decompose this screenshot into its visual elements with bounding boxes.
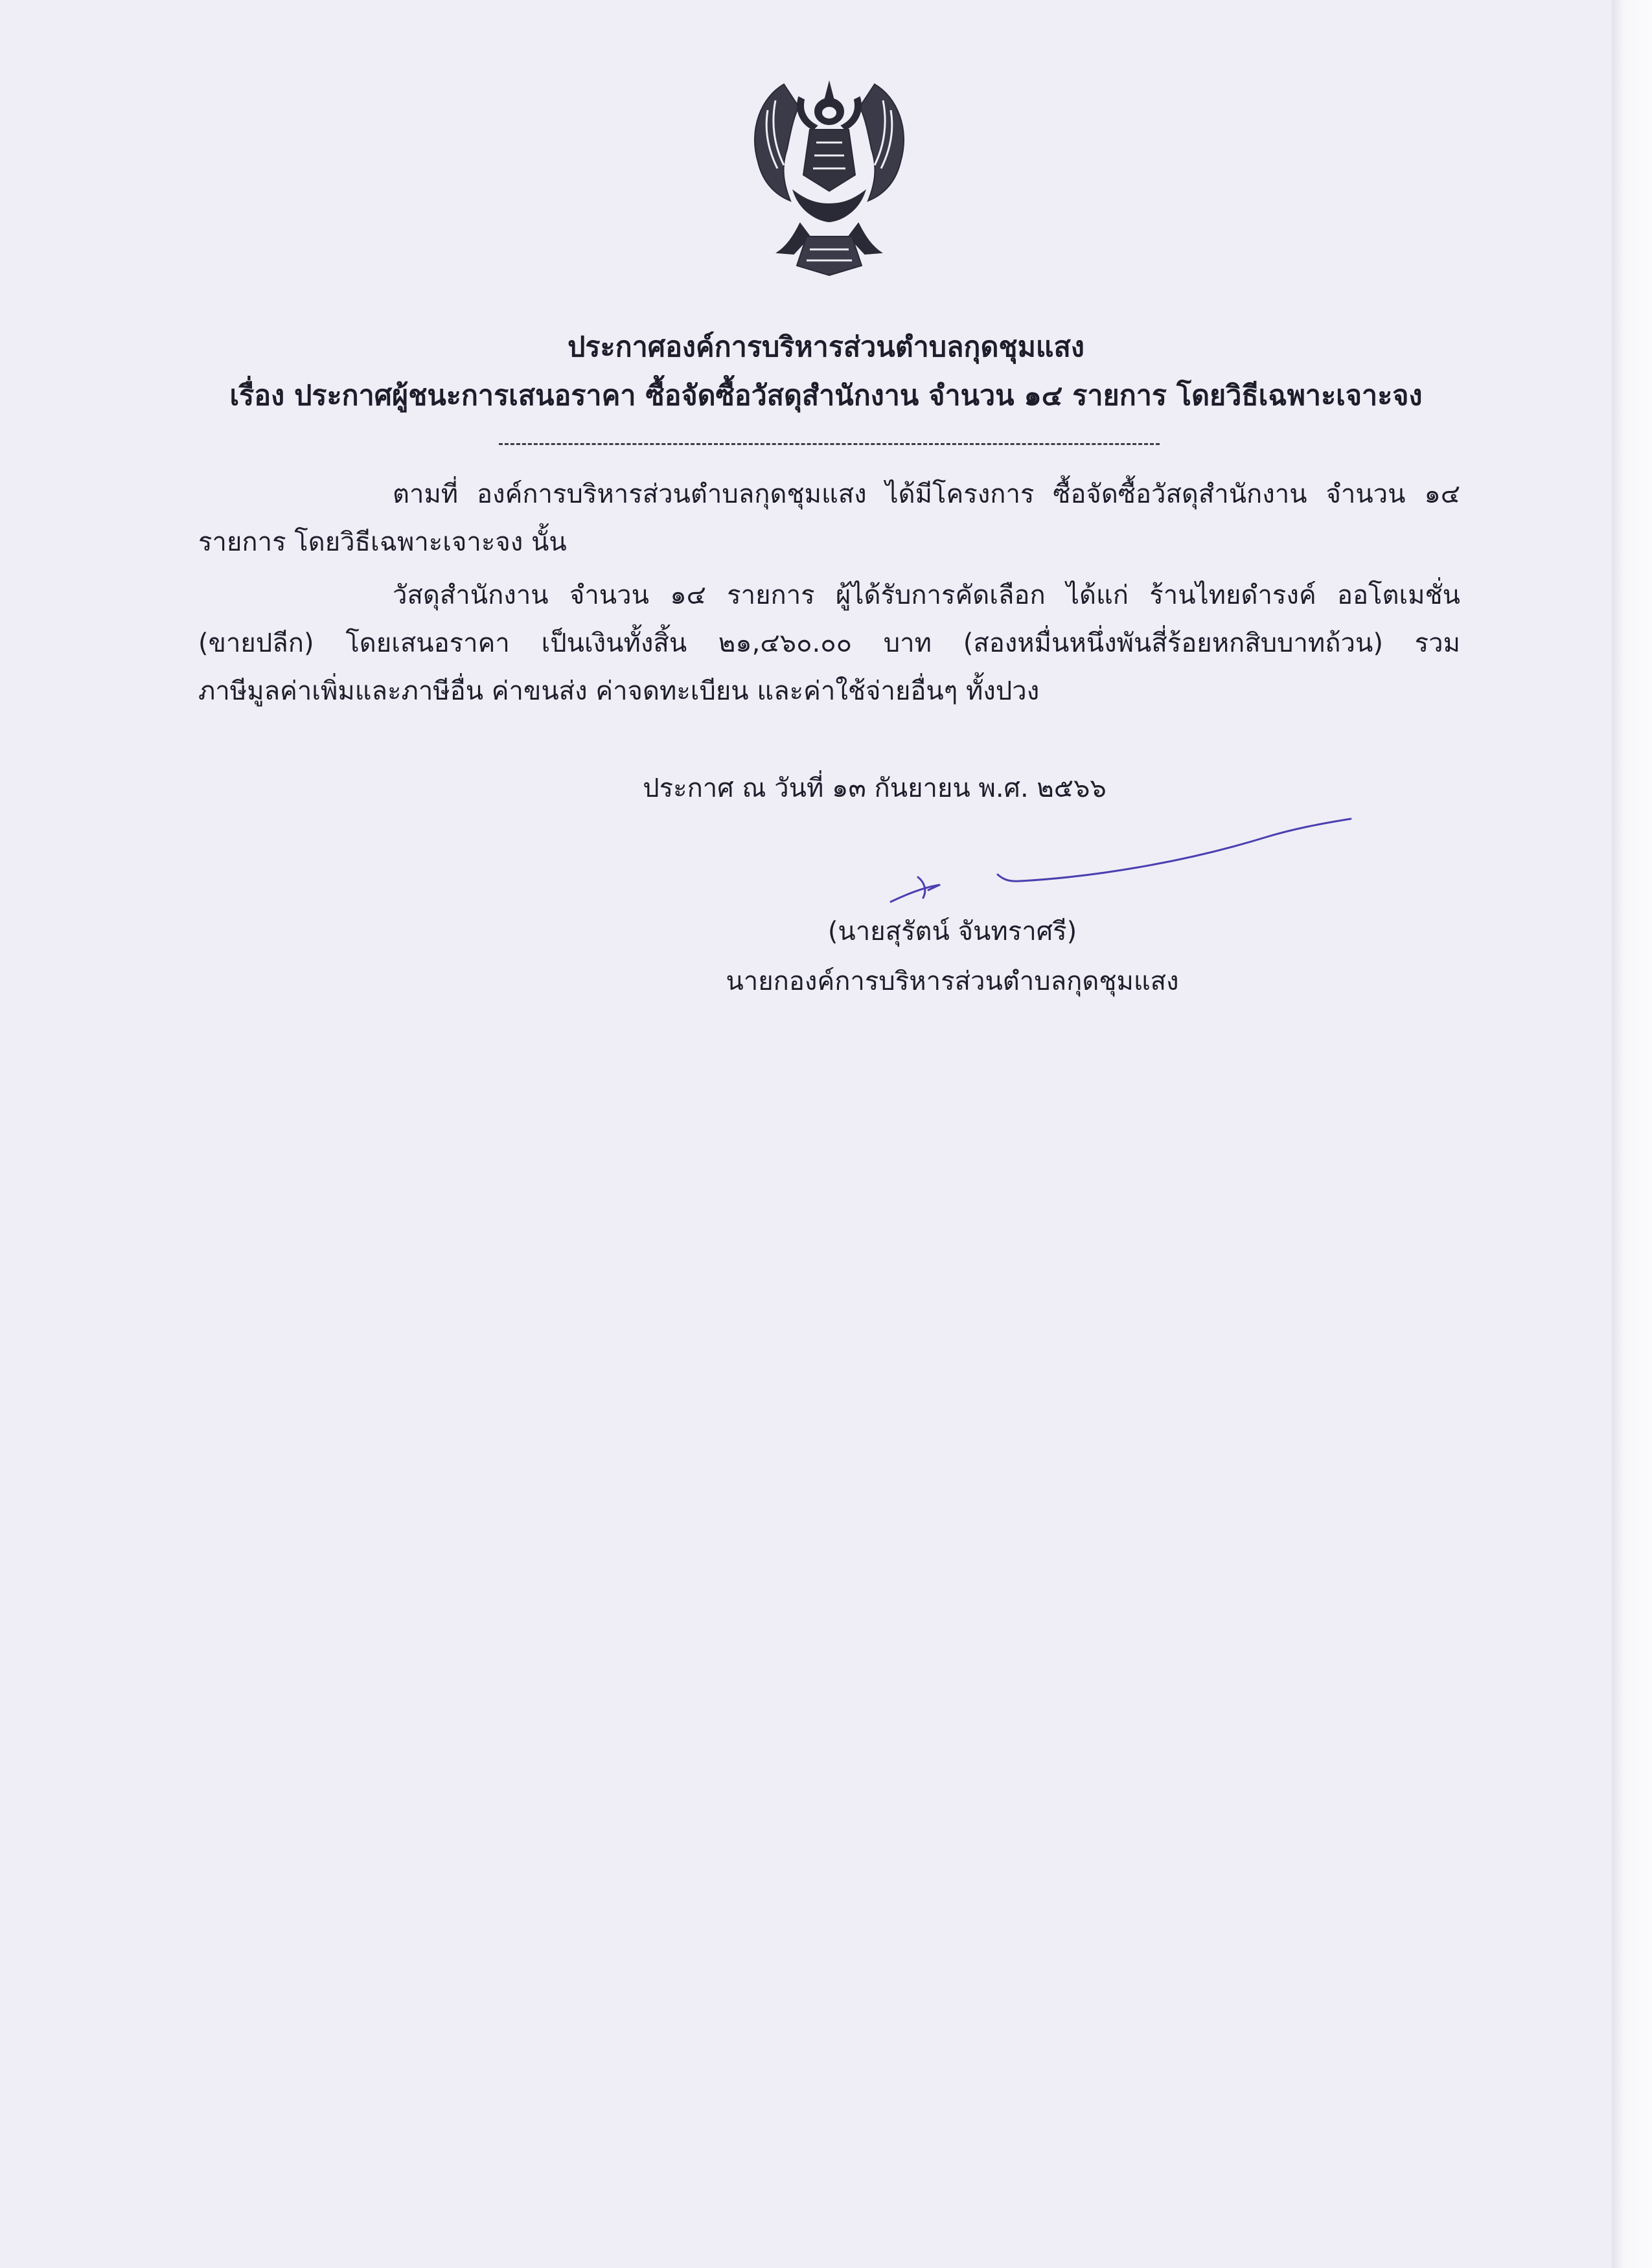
paragraph-line: ภาษีมูลค่าเพิ่มและภาษีอื่น ค่าขนส่ง ค่าจดทะเบียน และค่าใช้จ่ายอื่นๆ ทั้งปวง: [198, 676, 1040, 706]
paragraph-line: (ขายปลีก) โดยเสนอราคา เป็นเงินทั้งสิ้น ๒๑,๔๖๐.๐๐ บาท (สองหมื่นหนึ่งพันสี่ร้อยหกสิบบาทถ้วน) รวม: [198, 628, 1460, 658]
announcement-date: ประกาศ ณ วันที่ ๑๓ กันยายน พ.ศ. ๒๕๖๖: [643, 773, 1107, 803]
announcement-title: ประกาศองค์การบริหารส่วนตำบลกุดชุมแสง: [568, 331, 1084, 363]
paragraph-line: ตามที่ องค์การบริหารส่วนตำบลกุดชุมแสง ได้มีโครงการ ซื้อจัดซื้อวัสดุสำนักงาน จำนวน ๑๔: [393, 479, 1460, 509]
signer-name: (นายสุรัตน์ จันทราศรี): [827, 917, 1077, 946]
paragraph-line: วัสดุสำนักงาน จำนวน ๑๔ รายการ ผู้ได้รับการคัดเลือก ได้แก่ ร้านไทยดำรงค์ ออโตเมชั่น: [393, 580, 1460, 610]
paragraph-line: รายการ โดยวิธีเฉพาะเจาะจง นั้น: [198, 527, 567, 557]
paragraph-winner: [198, 571, 1460, 715]
garuda-emblem-icon: [722, 71, 936, 285]
paragraph-project: [198, 470, 1460, 566]
signer-position: นายกองค์การบริหารส่วนตำบลกุดชุมแสง: [726, 967, 1179, 996]
handwritten-signature: [878, 818, 1364, 915]
separator-line: [499, 443, 1160, 445]
announcement-subject: เรื่อง ประกาศผู้ชนะการเสนอราคา ซื้อจัดซื้อวัสดุสำนักงาน จำนวน ๑๔ รายการ โดยวิธีเฉพาะเจาะจง: [229, 380, 1423, 412]
